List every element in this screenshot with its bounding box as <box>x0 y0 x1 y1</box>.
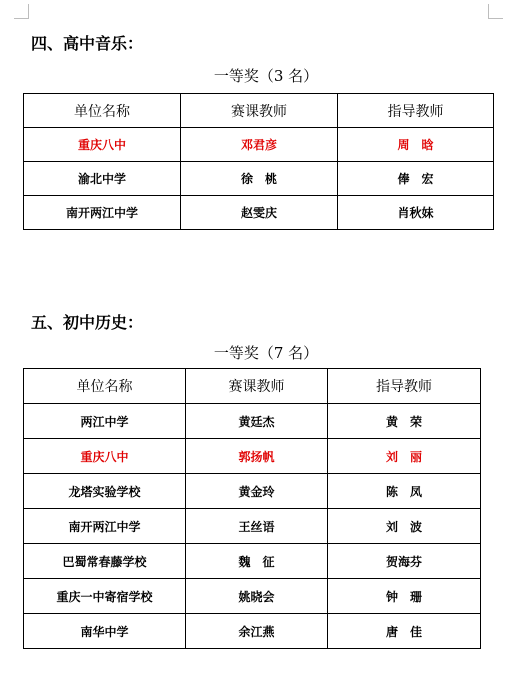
unit-cell: 两江中学 <box>24 404 186 439</box>
section-heading-history: 五、初中历史： <box>31 313 144 332</box>
column-header-unit: 单位名称 <box>24 369 186 404</box>
column-header-unit: 单位名称 <box>24 94 181 128</box>
unit-cell: 南开两江中学 <box>24 509 186 544</box>
music-award-table <box>23 93 494 230</box>
table-row <box>24 439 481 474</box>
mentor-cell: 刘 丽 <box>328 439 481 474</box>
page-corner-mark-left <box>14 4 29 19</box>
unit-cell: 龙塔实验学校 <box>24 474 186 509</box>
history-award-table <box>23 368 481 649</box>
unit-cell: 重庆一中寄宿学校 <box>24 579 186 614</box>
mentor-cell: 陈 凤 <box>328 474 481 509</box>
column-header-mentor: 指导教师 <box>328 369 481 404</box>
unit-cell: 巴蜀常春藤学校 <box>24 544 186 579</box>
table-row <box>24 404 481 439</box>
teacher-cell: 郭扬帆 <box>186 439 328 474</box>
column-header-teacher: 赛课教师 <box>186 369 328 404</box>
teacher-cell: 徐 桃 <box>181 162 338 196</box>
teacher-cell: 赵雯庆 <box>181 196 338 230</box>
teacher-cell: 魏 征 <box>186 544 328 579</box>
table-header-row <box>24 369 481 404</box>
table-row <box>24 474 481 509</box>
mentor-cell: 周 晗 <box>338 128 494 162</box>
unit-cell: 南开两江中学 <box>24 196 181 230</box>
table-row <box>24 614 481 649</box>
table-row <box>24 196 494 230</box>
teacher-cell: 黄廷杰 <box>186 404 328 439</box>
mentor-cell: 黄 荣 <box>328 404 481 439</box>
unit-cell: 重庆八中 <box>24 128 181 162</box>
column-header-mentor: 指导教师 <box>338 94 494 128</box>
mentor-cell: 俸 宏 <box>338 162 494 196</box>
teacher-cell: 余江燕 <box>186 614 328 649</box>
mentor-cell: 钟 珊 <box>328 579 481 614</box>
table-row <box>24 544 481 579</box>
award-title-history: 一等奖（7 名） <box>213 344 319 362</box>
page-corner-mark-right <box>488 4 503 19</box>
section-heading-music: 四、高中音乐： <box>31 34 144 53</box>
award-title-music: 一等奖（3 名） <box>213 67 319 85</box>
table-row <box>24 162 494 196</box>
unit-cell: 重庆八中 <box>24 439 186 474</box>
table-row <box>24 509 481 544</box>
mentor-cell: 刘 波 <box>328 509 481 544</box>
unit-cell: 南华中学 <box>24 614 186 649</box>
mentor-cell: 贺海芬 <box>328 544 481 579</box>
teacher-cell: 邓君彦 <box>181 128 338 162</box>
mentor-cell: 肖秋妹 <box>338 196 494 230</box>
table-header-row <box>24 94 494 128</box>
table-row <box>24 579 481 614</box>
teacher-cell: 王丝语 <box>186 509 328 544</box>
mentor-cell: 唐 佳 <box>328 614 481 649</box>
teacher-cell: 姚晓会 <box>186 579 328 614</box>
column-header-teacher: 赛课教师 <box>181 94 338 128</box>
teacher-cell: 黄金玲 <box>186 474 328 509</box>
table-row <box>24 128 494 162</box>
unit-cell: 渝北中学 <box>24 162 181 196</box>
